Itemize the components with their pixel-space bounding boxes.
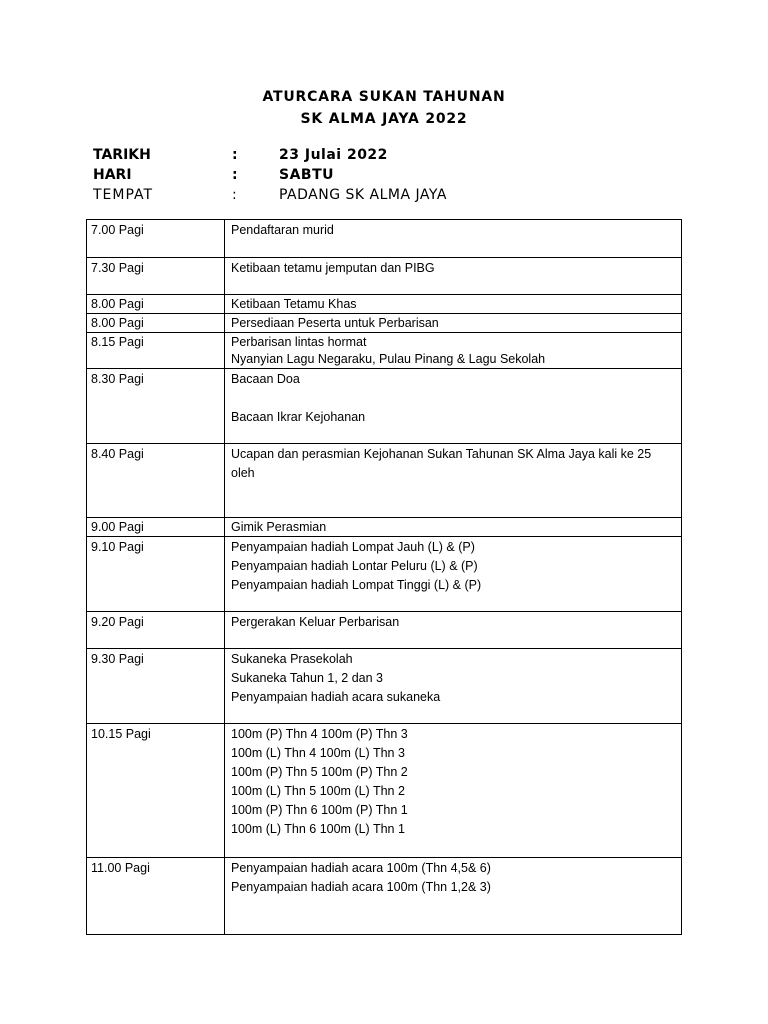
meta-label-venue: TEMPAT [93, 187, 154, 203]
time-cell: 9.30 Pagi [91, 652, 144, 666]
activity-line: 100m (P) Thn 4 100m (P) Thn 3 [231, 727, 408, 741]
time-cell: 8.00 Pagi [91, 297, 144, 311]
table-row [87, 612, 682, 649]
time-cell: 8.00 Pagi [91, 316, 144, 330]
time-cell: 8.30 Pagi [91, 372, 144, 386]
meta-label-date: TARIKH [93, 147, 151, 163]
activity-line: Ketibaan tetamu jemputan dan PIBG [231, 261, 435, 275]
activity-line: Sukaneka Tahun 1, 2 dan 3 [231, 671, 383, 685]
time-cell: 10.15 Pagi [91, 727, 151, 741]
activity-line: Penyampaian hadiah acara 100m (Thn 1,2& 3) [231, 880, 491, 894]
activity-line: Pendaftaran murid [231, 223, 334, 237]
activity-line: Ucapan dan perasmian Kejohanan Sukan Tahunan SK Alma Jaya kali ke 25 [231, 447, 652, 461]
activity-line: Gimik Perasmian [231, 520, 327, 534]
table-row [87, 258, 682, 295]
activity-line: Persediaan Peserta untuk Perbarisan [231, 316, 439, 330]
activity-line: 100m (P) Thn 5 100m (P) Thn 2 [231, 765, 408, 779]
time-cell: 8.40 Pagi [91, 447, 144, 461]
time-cell: 9.20 Pagi [91, 615, 144, 629]
time-cell: 7.30 Pagi [91, 261, 144, 275]
activity-line: Perbarisan lintas hormat [231, 335, 367, 349]
time-cell: 11.00 Pagi [91, 861, 150, 875]
table-row [87, 518, 682, 537]
table-row [87, 314, 682, 333]
time-cell: 9.00 Pagi [91, 520, 144, 534]
time-cell: 8.15 Pagi [91, 335, 144, 349]
table-row [87, 333, 682, 369]
meta-value-day: SABTU [279, 167, 335, 183]
activity-line: Nyanyian Lagu Negaraku, Pulau Pinang & Lagu Sekolah [231, 352, 546, 366]
table-row [87, 724, 682, 858]
activity-line: Penyampaian hadiah Lontar Peluru (L) & (P) [231, 559, 478, 573]
table-row [87, 369, 682, 444]
time-cell: 7.00 Pagi [91, 223, 144, 237]
meta-value-venue: PADANG SK ALMA JAYA [279, 187, 447, 203]
time-cell: 9.10 Pagi [91, 540, 144, 554]
meta-colon: : [232, 147, 238, 163]
activity-line: 100m (L) Thn 4 100m (L) Thn 3 [231, 746, 405, 760]
activity-line [231, 389, 681, 408]
activity-line: Penyampaian hadiah acara sukaneka [231, 690, 441, 704]
table-row [87, 295, 682, 314]
table-row [87, 220, 682, 258]
activity-line: Penyampaian hadiah acara 100m (Thn 4,5& 6) [231, 861, 491, 875]
activity-line: oleh [231, 466, 255, 480]
activity-line: Bacaan Doa [231, 372, 300, 386]
activity-line: Pergerakan Keluar Perbarisan [231, 615, 400, 629]
meta-label-day: HARI [93, 167, 132, 183]
meta-colon: : [232, 187, 238, 203]
table-row [87, 649, 682, 724]
activity-line: Sukaneka Prasekolah [231, 652, 353, 666]
activity-line: Penyampaian hadiah Lompat Jauh (L) & (P) [231, 540, 475, 554]
meta-colon: : [232, 167, 238, 183]
table-row [87, 537, 682, 612]
document-subtitle: SK ALMA JAYA 2022 [300, 111, 468, 127]
activity-line: Penyampaian hadiah Lompat Tinggi (L) & (P) [231, 578, 482, 592]
table-row [87, 858, 682, 935]
schedule-table [86, 219, 682, 935]
table-row [87, 444, 682, 518]
activity-line: 100m (L) Thn 5 100m (L) Thn 2 [231, 784, 405, 798]
meta-value-date: 23 Julai 2022 [279, 147, 388, 163]
activity-line: Ketibaan Tetamu Khas [231, 297, 357, 311]
activity-line: 100m (P) Thn 6 100m (P) Thn 1 [231, 803, 408, 817]
document-title: ATURCARA SUKAN TAHUNAN [262, 89, 506, 105]
activity-line: Bacaan Ikrar Kejohanan [231, 410, 366, 424]
activity-line: 100m (L) Thn 6 100m (L) Thn 1 [231, 822, 405, 836]
